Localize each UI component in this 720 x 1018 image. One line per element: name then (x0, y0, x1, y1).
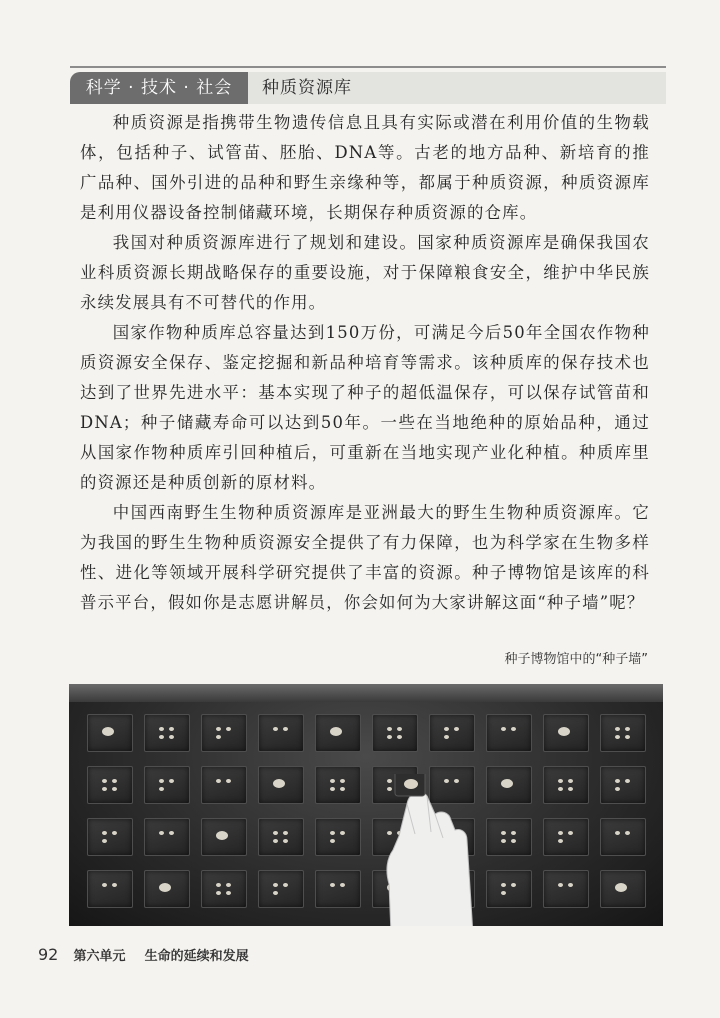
seed-cell (258, 818, 304, 856)
seed (387, 727, 392, 731)
seed (169, 727, 174, 731)
seed (169, 735, 174, 739)
seed (283, 831, 288, 835)
seed-cell (429, 714, 475, 752)
seed (501, 891, 506, 895)
seed (340, 779, 345, 783)
seed (568, 831, 573, 835)
seed (330, 831, 335, 835)
seed (273, 727, 278, 731)
header-rule (70, 66, 666, 68)
seed-cell (201, 818, 247, 856)
seed (568, 883, 573, 887)
seed (615, 883, 627, 892)
seed-cell (600, 870, 646, 908)
seed (501, 883, 506, 887)
page-footer (38, 945, 249, 964)
page-number: 92 (38, 945, 59, 964)
seed-cell (600, 714, 646, 752)
seed (226, 883, 231, 887)
seed-cell (144, 818, 190, 856)
seed-cell (543, 870, 589, 908)
paragraph-2: 我国对种质资源库进行了规划和建设。国家种质资源库是确保我国农业科质资源长期战略保存的重要设施，对于保障粮食安全，维护中华民族永续发展具有不可替代的作用。 (80, 233, 650, 312)
seed (283, 883, 288, 887)
seed-cell (315, 870, 361, 908)
seed-cell (201, 870, 247, 908)
seed (330, 779, 335, 783)
seed (169, 831, 174, 835)
seed-cell (87, 766, 133, 804)
seed-cell (543, 766, 589, 804)
seed (511, 727, 516, 731)
seed (159, 831, 164, 835)
seed (340, 787, 345, 791)
seed (159, 735, 164, 739)
section-tag: 科学 · 技术 · 社会 (70, 72, 248, 104)
seed (330, 727, 342, 736)
seed (501, 831, 506, 835)
seed (615, 735, 620, 739)
seed (283, 727, 288, 731)
seed (511, 831, 516, 835)
seed-cell (486, 870, 532, 908)
seed (330, 839, 335, 843)
seed (444, 735, 449, 739)
seed (112, 831, 117, 835)
seed (112, 779, 117, 783)
seed-cell (315, 766, 361, 804)
seed (511, 883, 516, 887)
seed-cell (258, 766, 304, 804)
section-title: 种质资源库 (248, 72, 666, 104)
seed-cell (258, 714, 304, 752)
seed (169, 779, 174, 783)
paragraph-1: 种质资源是指携带生物遗传信息且具有实际或潜在利用价值的生物载体，包括种子、试管苗、胚胎、DNA等。古老的地方品种、新培育的推广品种、国外引进的品种和野生亲缘种等，都属于种质资源，种质资源库是利用仪器设备控制储藏环境，长期保存种质资源的仓库。 (80, 113, 650, 222)
seed (330, 883, 335, 887)
seed (102, 727, 114, 736)
seed (558, 727, 570, 736)
seed (340, 831, 345, 835)
seed-cell (144, 766, 190, 804)
seed (501, 839, 506, 843)
seed-cell (543, 714, 589, 752)
seed (501, 779, 513, 788)
unit-title: 生命的延续和发展 (144, 949, 249, 964)
seed (568, 779, 573, 783)
seed (273, 883, 278, 887)
seed-cell (201, 766, 247, 804)
seed (102, 839, 107, 843)
seed (226, 891, 231, 895)
seed (625, 735, 630, 739)
seed-cell (201, 714, 247, 752)
seed-cell (486, 818, 532, 856)
hand-illustration (369, 774, 489, 926)
body-text (80, 108, 650, 618)
seed (273, 891, 278, 895)
seed (387, 735, 392, 739)
seed (112, 787, 117, 791)
seed (568, 787, 573, 791)
photo-top-edge (69, 684, 663, 702)
seed (625, 831, 630, 835)
seed (454, 727, 459, 731)
seed (558, 831, 563, 835)
seed (397, 735, 402, 739)
seed-cell (600, 818, 646, 856)
seed (511, 839, 516, 843)
seed (558, 779, 563, 783)
unit-label: 第六单元 (73, 949, 126, 964)
seed (226, 779, 231, 783)
seed (330, 787, 335, 791)
seed (216, 779, 221, 783)
seed (216, 735, 221, 739)
seed (558, 839, 563, 843)
seed (112, 883, 117, 887)
seed (216, 891, 221, 895)
seed-cell (87, 818, 133, 856)
seed (283, 839, 288, 843)
seed-cell (486, 766, 532, 804)
figure-caption: 种子博物馆中的“种子墙” (504, 652, 648, 667)
seed-cell (87, 870, 133, 908)
seed (273, 831, 278, 835)
seed-cell (87, 714, 133, 752)
section-header (70, 66, 666, 106)
seed (102, 831, 107, 835)
seed (397, 727, 402, 731)
seed (226, 727, 231, 731)
seed (216, 727, 221, 731)
seed (558, 787, 563, 791)
seed (615, 727, 620, 731)
paragraph-3: 国家作物种质库总容量达到150万份，可满足今后50年全国农作物种质资源安全保存、鉴定挖掘和新品种培育等需求。该种质库的保存技术也达到了世界先进水平：基本实现了种子的超低温保存，可以保存试管苗和DNA；种子储藏寿命可以达到50年。一些在当地绝种的原始品种，通过从国家作物种质库引回种植后，可重新在当地实现产业化种植。种质库里的资源还是种质创新的原材料。 (80, 323, 650, 492)
seed (159, 883, 171, 892)
seed-cell (144, 714, 190, 752)
seed (102, 787, 107, 791)
seed (273, 779, 285, 788)
seed (216, 831, 228, 840)
seed-cell (315, 818, 361, 856)
seed (273, 839, 278, 843)
seed (102, 883, 107, 887)
seed-cell (543, 818, 589, 856)
seed-cell (144, 870, 190, 908)
seed (615, 779, 620, 783)
seed (159, 727, 164, 731)
seed (625, 779, 630, 783)
seed (444, 727, 449, 731)
seed (615, 831, 620, 835)
seed (615, 787, 620, 791)
seed (159, 779, 164, 783)
seed (159, 787, 164, 791)
seed (625, 727, 630, 731)
seed-cell (486, 714, 532, 752)
seed-cell (258, 870, 304, 908)
seed (340, 883, 345, 887)
seed (102, 779, 107, 783)
paragraph-4: 中国西南野生生物种质资源库是亚洲最大的野生生物种质资源库。它为我国的野生生物种质资源安全提供了有力保障，也为科学家在生物多样性、进化等领域开展科学研究提供了丰富的资源。种子博物馆是该库的科普示平台，假如你是志愿讲解员，你会如何为大家讲解这面“种子墙”呢？ (80, 503, 650, 612)
seed-cell (600, 766, 646, 804)
seed-cell (372, 714, 418, 752)
seed (501, 727, 506, 731)
seed-cell (315, 714, 361, 752)
seed-wall-photo (69, 684, 663, 926)
seed (558, 883, 563, 887)
seed (216, 883, 221, 887)
